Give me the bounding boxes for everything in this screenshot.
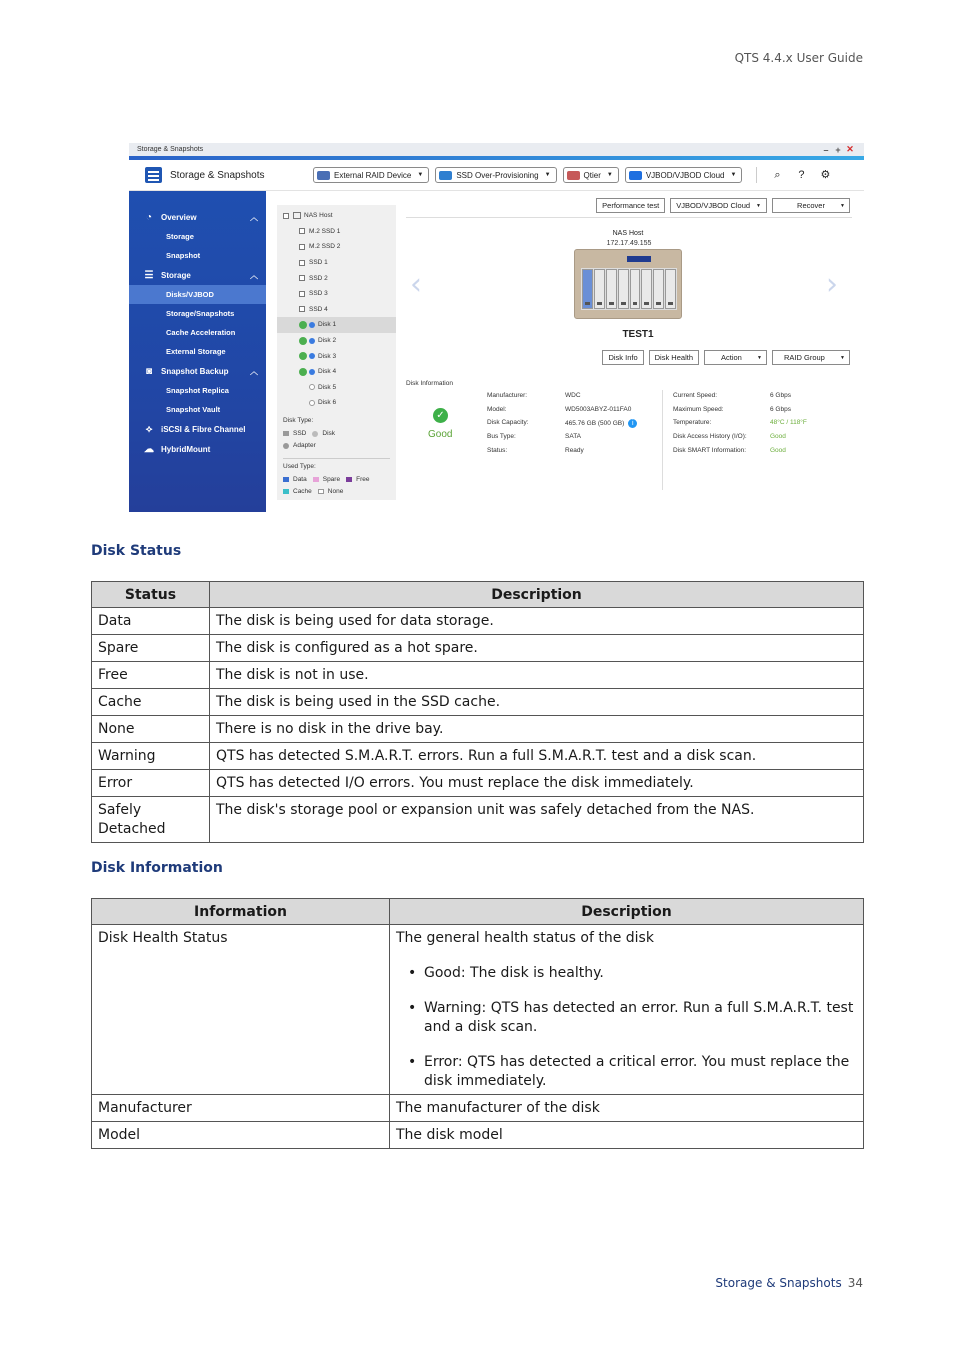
used-type-title: Used Type: (283, 462, 316, 470)
recover-button[interactable]: Recover ▼ (772, 198, 850, 213)
drive-bay[interactable] (653, 269, 664, 309)
cloud-icon: ☁ (144, 443, 154, 455)
disk-information-heading: Disk Information (91, 860, 223, 876)
column-header: Description (390, 899, 864, 925)
check-circle-icon: ✓ (433, 408, 448, 423)
description-cell: The manufacturer of the disk (390, 1095, 864, 1122)
ssd-overprovisioning-button[interactable]: SSD Over-Provisioning ▼ (435, 167, 556, 183)
chevron-right-icon[interactable]: › (826, 267, 838, 302)
disk-swatch (312, 431, 318, 437)
table-header-row (92, 582, 864, 608)
right-values (770, 392, 807, 460)
performance-test-button[interactable]: Performance test (596, 198, 665, 213)
health-status-list (396, 964, 857, 1091)
sidebar-item-snapshot[interactable]: Snapshot (166, 251, 201, 260)
disk-tree (277, 205, 396, 500)
description-cell: The disk is being used in the SSD cache. (210, 689, 864, 716)
screenshot (129, 143, 864, 512)
status-cell: Error (92, 770, 210, 797)
checkbox[interactable] (299, 228, 305, 234)
list-item: • Good: The disk is healthy. (396, 964, 857, 983)
database-icon: ☰ (144, 269, 154, 281)
info-label: Model: (487, 405, 507, 413)
drive-bays (581, 268, 677, 310)
vjbod-button[interactable]: VJBOD/VJBOD Cloud ▼ (670, 198, 767, 213)
window-titlebar (129, 143, 864, 156)
disk-dot-icon (309, 338, 315, 344)
page-header: QTS 4.4.x User Guide (734, 51, 863, 65)
checkbox[interactable] (283, 213, 289, 219)
table-row (92, 797, 864, 843)
chevron-up-icon: ︿ (250, 366, 258, 376)
nas-icon (293, 212, 301, 219)
empty-disk-icon (309, 384, 315, 390)
information-cell: Disk Health Status (92, 925, 390, 1095)
info-label: Maximum Speed: (673, 405, 724, 413)
share-icon: ⟡ (145, 423, 153, 435)
app-toolbar (129, 160, 864, 191)
qtier-icon (567, 171, 580, 180)
drive-bay[interactable] (618, 269, 629, 309)
legend-divider (283, 458, 390, 459)
status-cell: Safely Detached (92, 797, 210, 843)
table-row (92, 716, 864, 743)
right-labels (673, 392, 747, 460)
disk-status-heading: Disk Status (91, 543, 182, 559)
sidebar-group-storage[interactable]: ☰ Storage ︿ (144, 269, 258, 281)
tree-node[interactable]: Disk 2 (277, 333, 396, 349)
data-swatch (283, 477, 289, 482)
info-value: SATA (565, 433, 582, 441)
ssd-icon (439, 171, 452, 180)
tree-node[interactable]: Disk 6 (277, 395, 396, 411)
check-icon (299, 368, 307, 376)
health-status: Good (428, 429, 453, 440)
drive-bay[interactable] (641, 269, 652, 309)
free-swatch (346, 477, 352, 482)
sidebar-item-disks-vjbod[interactable]: Disks/VJBOD (129, 285, 266, 304)
tree-node[interactable]: Disk 3 (277, 348, 396, 364)
minimize-icon[interactable]: – (823, 144, 829, 155)
info-label: Bus Type: (487, 433, 516, 441)
capacity-row (565, 419, 637, 433)
used-type-legend: Data Spare Free (277, 474, 396, 486)
sidebar (129, 191, 266, 512)
help-icon[interactable]: ? (798, 169, 805, 181)
list-item: • Warning: QTS has detected an error. Run a full S.M.A.R.T. test and a disk scan. (396, 999, 857, 1037)
check-icon (299, 352, 307, 360)
close-icon[interactable]: ✕ (846, 144, 854, 154)
chevron-down-icon: ▼ (756, 202, 761, 209)
info-value: 48°C / 118°F (770, 419, 807, 427)
nas-device-image (574, 249, 682, 319)
description-cell: The disk is configured as a hot spare. (210, 635, 864, 662)
sidebar-group-iscsi[interactable]: ⟡ iSCSI & Fibre Channel (129, 419, 266, 439)
description-intro: The general health status of the disk (396, 930, 654, 946)
nas-label: TEST1 (622, 329, 654, 340)
description-cell: The disk's storage pool or expansion unit was safely detached from the NAS. (210, 797, 864, 843)
info-value: WD5003ABYZ-011FA0 (565, 405, 632, 413)
page-number: 34 (847, 1276, 863, 1290)
checkbox[interactable] (299, 291, 305, 297)
disk-dot-icon (309, 369, 315, 375)
storage-app-icon (145, 167, 162, 183)
cache-swatch (283, 489, 289, 494)
disk-information-panel (406, 378, 864, 490)
status-cell: Free (92, 662, 210, 689)
toolbar-divider (756, 167, 757, 183)
sidebar-item-cache-acceleration[interactable]: Cache Acceleration (166, 328, 236, 337)
info-value: 6 Gbps (770, 392, 791, 399)
info-value: Good (770, 433, 786, 441)
dashboard-icon: ◔ (145, 211, 153, 223)
tree-node[interactable]: SSD 1 (277, 255, 396, 271)
action-button[interactable]: Action ▼ (704, 350, 767, 365)
sidebar-item-storage-overview[interactable]: Storage (166, 232, 194, 241)
info-value: 6 Gbps (770, 405, 791, 413)
description-cell: The disk model (390, 1122, 864, 1149)
info-label: Disk SMART Information: (673, 446, 747, 454)
status-cell: Spare (92, 635, 210, 662)
disk-information-title: Disk Information (406, 380, 453, 387)
disk-information-table (91, 898, 864, 1149)
chevron-down-icon: ▼ (840, 202, 845, 209)
column-header: Information (92, 899, 390, 925)
disk-health-button[interactable]: Disk Health (649, 350, 699, 365)
tree-node-selected[interactable]: Disk 1 (277, 317, 396, 333)
chevron-down-icon: ▼ (730, 172, 737, 178)
tree-node[interactable]: SSD 4 (277, 302, 396, 318)
table-row (92, 925, 864, 1095)
window-title: Storage & Snapshots (137, 146, 204, 153)
info-value: Ready (565, 446, 584, 454)
tree-node[interactable]: SSD 2 (277, 270, 396, 286)
tree-node[interactable]: M.2 SSD 1 (277, 224, 396, 240)
info-divider (662, 390, 663, 490)
vjbod-cloud-button[interactable]: VJBOD/VJBOD Cloud ▼ (625, 167, 743, 183)
drive-bay[interactable] (582, 269, 593, 309)
list-item: • Error: QTS has detected a critical error. You must replace the disk immediately. (396, 1053, 857, 1091)
status-cell: None (92, 716, 210, 743)
description-cell: The disk is not in use. (210, 662, 864, 689)
empty-disk-icon (309, 400, 315, 406)
table-row (92, 689, 864, 716)
left-values (565, 392, 637, 460)
table-row (92, 608, 864, 635)
description-cell (390, 925, 864, 1095)
column-header: Status (92, 582, 210, 608)
checkbox[interactable] (299, 244, 305, 250)
disk-dot-icon (309, 322, 315, 328)
vjbod-icon (629, 171, 642, 180)
gear-icon[interactable]: ⚙ (820, 169, 831, 181)
table-row (92, 662, 864, 689)
external-raid-button[interactable]: External RAID Device ▼ (313, 167, 429, 183)
used-type-legend-2: Cache None (277, 486, 396, 498)
none-swatch (318, 489, 324, 494)
drive-bay[interactable] (594, 269, 605, 309)
sidebar-group-hybridmount[interactable]: ☁ HybridMount (144, 443, 211, 455)
sidebar-group-overview[interactable]: ◔ Overview ︿ (129, 207, 266, 227)
viewer-divider (406, 217, 852, 218)
chevron-left-icon[interactable]: ‹ (410, 267, 422, 302)
info-label: Disk Capacity: (487, 419, 529, 427)
drive-bay[interactable] (665, 269, 676, 309)
info-value: 465.76 GB (500 GB) (565, 420, 625, 428)
sidebar-item-storage-snapshots[interactable]: Storage/Snapshots (166, 309, 235, 318)
check-icon (299, 337, 307, 345)
information-cell: Model (92, 1122, 390, 1149)
information-cell: Manufacturer (92, 1095, 390, 1122)
nas-ip: 172.17.49.155 (606, 240, 652, 247)
info-label: Manufacturer: (487, 392, 528, 399)
table-row (92, 770, 864, 797)
info-icon[interactable]: i (628, 419, 637, 428)
disk-type-legend: SSD Disk (277, 428, 396, 440)
maximize-icon[interactable]: + (835, 144, 841, 155)
table-row (92, 743, 864, 770)
info-label: Disk Access History (I/O): (673, 433, 747, 441)
sidebar-item-external-storage[interactable]: External Storage (166, 347, 226, 356)
tree-node[interactable]: M.2 SSD 2 (277, 239, 396, 255)
table-header-row (92, 899, 864, 925)
tree-node[interactable]: Disk 5 (277, 380, 396, 396)
status-cell: Data (92, 608, 210, 635)
status-cell: Cache (92, 689, 210, 716)
checkbox[interactable] (299, 306, 305, 312)
chevron-down-icon: ▼ (840, 354, 845, 361)
info-label: Temperature: (673, 419, 712, 427)
sidebar-item-snapshot-replica[interactable]: Snapshot Replica (166, 386, 229, 395)
chevron-up-icon: ︿ (250, 212, 258, 222)
ssd-swatch (283, 431, 289, 436)
description-cell: There is no disk in the drive bay. (210, 716, 864, 743)
chevron-up-icon: ︿ (250, 270, 258, 280)
nas-name: NAS Host (612, 230, 644, 237)
tree-node[interactable]: SSD 3 (277, 286, 396, 302)
chevron-down-icon: ▼ (544, 172, 551, 178)
chevron-down-icon: ▼ (757, 354, 762, 361)
footer-section: Storage & Snapshots (715, 1276, 842, 1290)
tree-root[interactable]: NAS Host (277, 208, 396, 224)
app-title: Storage & Snapshots (170, 169, 265, 181)
lcd-display (627, 256, 651, 262)
drive-bay[interactable] (630, 269, 641, 309)
left-labels (487, 392, 529, 460)
status-cell: Warning (92, 743, 210, 770)
disk-status-table (91, 581, 864, 843)
table-row (92, 1095, 864, 1122)
search-icon[interactable]: ⌕ (774, 169, 781, 181)
drive-bay[interactable] (606, 269, 617, 309)
disk-buttons (597, 350, 850, 365)
description-cell: QTS has detected I/O errors. You must replace the disk immediately. (210, 770, 864, 797)
qtier-button[interactable]: Qtier ▼ (563, 167, 619, 183)
camera-icon: ◙ (145, 365, 153, 377)
checkbox[interactable] (299, 260, 305, 266)
disk-info-button[interactable]: Disk Info (602, 350, 643, 365)
checkbox[interactable] (299, 275, 305, 281)
top-buttons (591, 198, 850, 213)
sidebar-item-snapshot-vault[interactable]: Snapshot Vault (166, 405, 221, 414)
info-value: Good (770, 446, 786, 454)
description-cell: QTS has detected S.M.A.R.T. errors. Run a full S.M.A.R.T. test and a disk scan. (210, 743, 864, 770)
disk-dot-icon (309, 353, 315, 359)
adapter-legend: Adapter (277, 440, 396, 452)
raid-icon (317, 171, 330, 180)
page-footer (715, 1276, 863, 1290)
info-label: Current Speed: (673, 392, 718, 399)
sidebar-group-snapshot-backup[interactable]: ◙ Snapshot Backup ︿ (129, 361, 266, 381)
table-row (92, 635, 864, 662)
disk-type-title: Disk Type: (283, 416, 314, 424)
table-row (92, 1122, 864, 1149)
info-label: Status: (487, 446, 508, 454)
tree-node[interactable]: Disk 4 (277, 364, 396, 380)
info-value: WDC (565, 392, 581, 399)
check-icon (299, 321, 307, 329)
column-header: Description (210, 582, 864, 608)
raid-group-button[interactable]: RAID Group ▼ (772, 350, 850, 365)
chevron-down-icon: ▼ (417, 172, 424, 178)
spare-swatch (313, 477, 319, 482)
adapter-swatch (283, 443, 289, 449)
chevron-down-icon: ▼ (606, 172, 613, 178)
description-cell: The disk is being used for data storage. (210, 608, 864, 635)
